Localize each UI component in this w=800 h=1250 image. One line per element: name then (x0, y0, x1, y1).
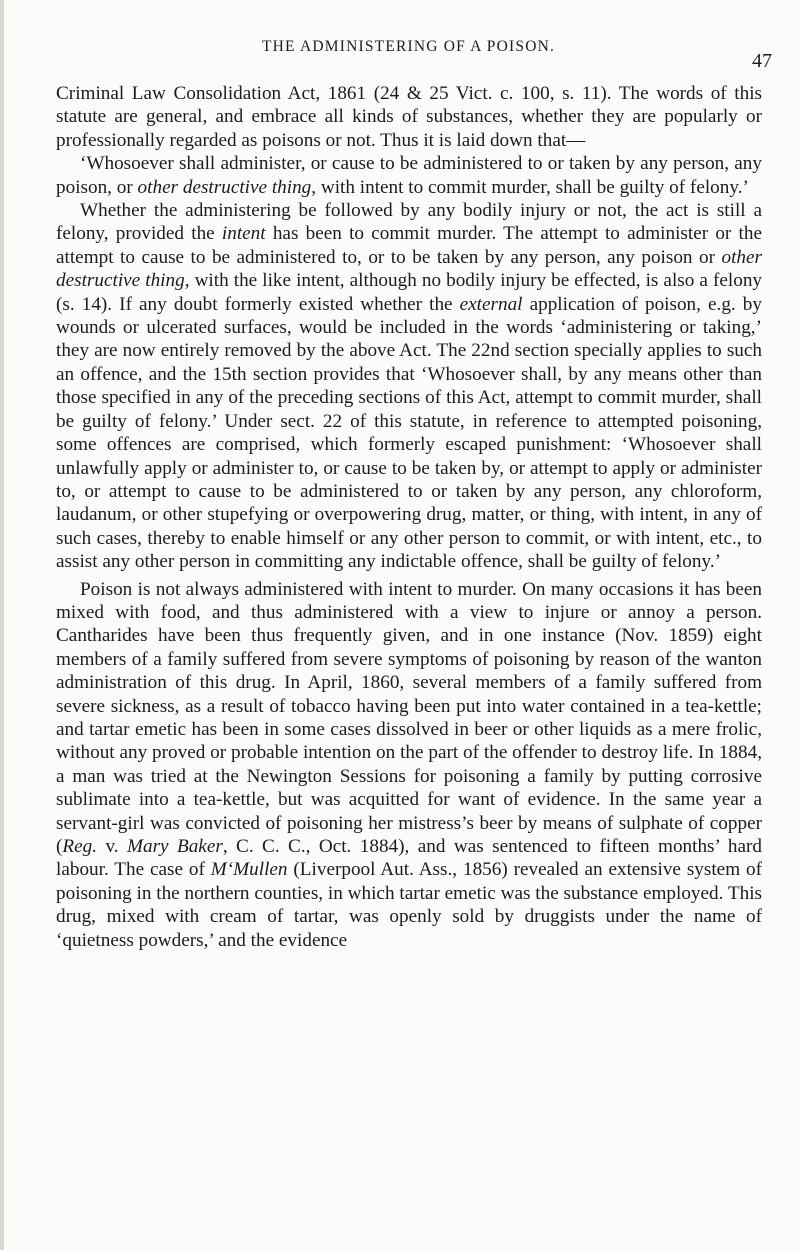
italic-run: Reg. (62, 836, 98, 857)
running-head: THE ADMINISTERING OF A POISON. (262, 38, 556, 55)
text-run: application of poison, e.g. by wounds or ulcerated surfaces, would be included in the words ‘administering or taking,’ they are now entirely removed by the above Act. The 22nd section specially applies to such an offence, and the 15th section provides that ‘Whosoever shall, by any means other than those specified in any of the preceding sections of this Act, attempt to commit murder, shall be guilty of felony.’ Under sect. 22 of this statute, in reference to attempted poisoning, some offences are comprised, which formerly escaped punishment: ‘Whosoever shall unlawfully apply or administer to, or cause to be taken by, or attempt to apply or administer to, or attempt to cause to be administered to or taken by any person, any chloroform, laudanum, or other stupefying or overpowering drug, matter, or thing, with intent, in any of such cases, thereby to enable himself or any other person to commit, or with intent, etc., to assist any other person in committing any indictable offence, shall be guilty of felony.’ (56, 293, 762, 573)
body-text (56, 82, 762, 952)
text-run: ‘Whosoever shall administer, or cause to be administered to or taken by any person, any poison, or (56, 153, 762, 198)
paragraph-2-statute-quote (56, 152, 762, 199)
italic-run: M‘Mullen (210, 859, 288, 881)
text-run: has been to commit murder. The attempt to administer or the attempt to cause to be administered to, or to be taken by any person, any poison or (56, 223, 762, 268)
italic-run: other destructive thing (137, 176, 312, 198)
paragraph-3 (56, 199, 762, 574)
page-edge-shadow (0, 0, 4, 1250)
paragraph-4 (56, 578, 762, 953)
text-run: v. (97, 836, 128, 857)
italic-run: Mary Baker (127, 836, 223, 857)
paragraph-1 (56, 82, 762, 152)
text-run: , with the like intent, although no bodily injury be effected, is also a felony (s. 14). If any doubt formerly existed whether the (56, 270, 763, 315)
page-number: 47 (752, 50, 772, 72)
text-run: Criminal Law Consolidation Act, 1861 (24 & 25 Vict. c. 100, s. 11). The words of this statute are general, and embrace all kinds of substances, whether they are popularly or professionally regarded as poisons or not. Thus it is laid down that— (56, 83, 762, 151)
text-run: Whether the administering be followed by any bodily injury or not, the act is still a felony, provided the (56, 200, 762, 245)
text-run: , with intent to commit murder, shall be guilty of felony.’ (311, 176, 749, 198)
text-run: Poison is not always administered with intent to murder. On many occasions it has been mixed with food, and thus administered with a view to injure or annoy a person. Cantharides have been thus frequently given, and in one instance (Nov. 1859) eight members of a family suffered from severe symptoms of poisoning by reason of the wanton administration of this drug. In April, 1860, several members of a family suffered from severe sickness, as a result of tobacco having been put into water contained in a tea-kettle; and tartar emetic has been in some cases dissolved in beer or other liquids as a mere frolic, without any proved or probable intention on the part of the offender to destroy life. In 1884, a man was tried at the Newington Sessions for poisoning a family by putting corrosive sublimate into a tea-kettle, but was acquitted for want of evidence. In the same year a servant-girl was convicted of poisoning her mistress’s beer by means of sulphate of copper ( (56, 578, 762, 857)
text-run: (Liverpool Aut. Ass., 1856) revealed an extensive system of poisoning in the northern counties, in which tartar emetic was the substance employed. This drug, mixed with cream of tartar, was openly sold by druggists under the name of ‘quietness powders,’ and the evidence (56, 859, 762, 951)
italic-run: other destructive thing (56, 246, 762, 292)
text-run: , C. C. C., Oct. 1884), and was sentenced to fifteen months’ hard labour. The case of (56, 836, 762, 881)
italic-run: external (459, 293, 523, 315)
italic-run: intent (221, 223, 266, 245)
